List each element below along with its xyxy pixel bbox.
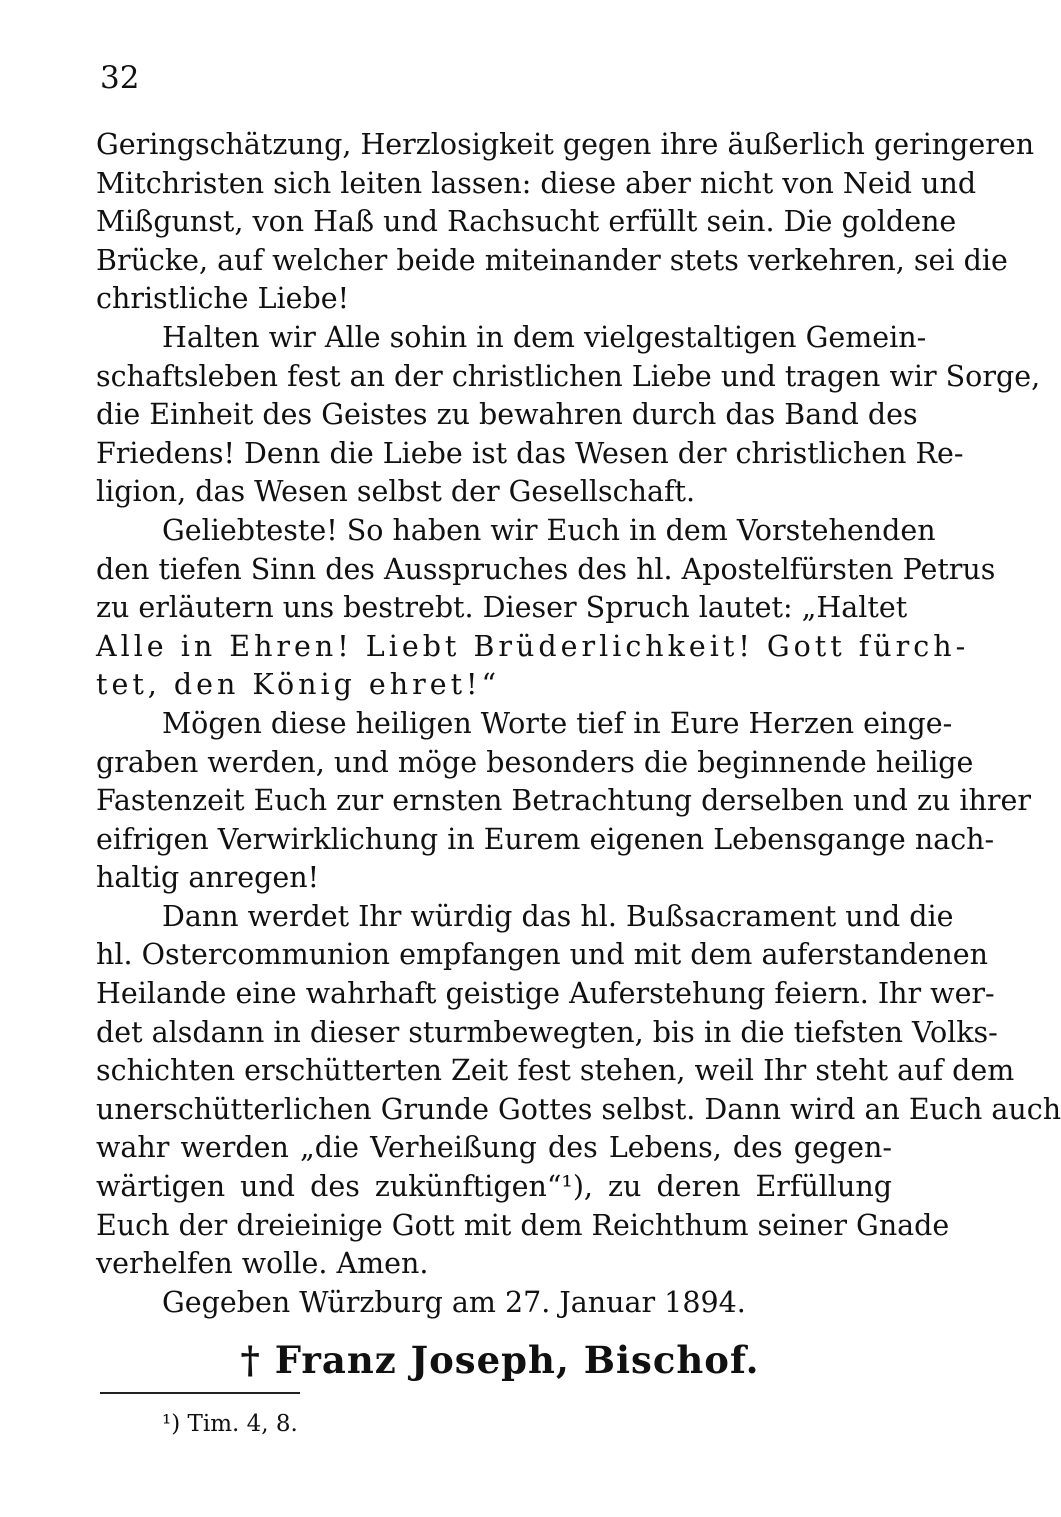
text-line: eifrigen Verwirklichung in Eurem eigenen Lebensgange nach- bbox=[96, 822, 995, 856]
text-line spaced-quote: Alle in Ehren! Liebt Brüderlichkeit! Gott fürch- bbox=[96, 629, 970, 663]
text-line: graben werden, und möge besonders die beginnende heilige bbox=[96, 745, 974, 779]
text-line: Mögen diese heiligen Worte tief in Eure Herzen einge- bbox=[162, 706, 953, 740]
text-line: Dann werdet Ihr würdig das hl. Bußsacrament und die bbox=[162, 899, 954, 933]
text-line: Fastenzeit Euch zur ernsten Betrachtung derselben und zu ihrer bbox=[96, 784, 1031, 818]
text-line: schaftsleben fest an der christlichen Liebe und tragen wir Sorge, bbox=[96, 359, 1041, 393]
text-line: Euch der dreieinige Gott mit dem Reichthum seiner Gnade bbox=[96, 1208, 950, 1242]
text-line: zu erläutern uns bestrebt. Dieser Spruch lautet: „Haltet bbox=[96, 591, 908, 625]
text-line: det alsdann in dieser sturmbewegten, bis in die tiefsten Volks- bbox=[96, 1015, 998, 1049]
text-line: Heilande eine wahrhaft geistige Auferstehung feiern. Ihr wer- bbox=[96, 977, 995, 1011]
text-line: verhelfen wolle. Amen. bbox=[96, 1247, 429, 1281]
text-line: wahr werden „die Verheißung des Lebens, des gegen- bbox=[96, 1131, 892, 1165]
page-number: 32 bbox=[100, 60, 140, 96]
footnote: ¹) Tim. 4, 8. bbox=[162, 1411, 298, 1437]
text-line: haltig anregen! bbox=[96, 861, 320, 895]
text-line: Halten wir Alle sohin in dem vielgestaltigen Gemein- bbox=[162, 320, 927, 354]
text-line: Geliebteste! So haben wir Euch in dem Vorstehenden bbox=[162, 513, 936, 547]
text-line: die Einheit des Geistes zu bewahren durch das Band des bbox=[96, 398, 918, 432]
date-line: Gegeben Würzburg am 27. Januar 1894. bbox=[162, 1285, 746, 1319]
text-line: Mißgunst, von Haß und Rachsucht erfüllt sein. Die goldene bbox=[96, 205, 957, 239]
text-line spaced-quote: tet, den König ehret!“ bbox=[96, 668, 501, 702]
text-line: ligion, das Wesen selbst der Gesellschaft. bbox=[96, 475, 696, 509]
text-line: Mitchristen sich leiten lassen: diese aber nicht von Neid und bbox=[96, 166, 977, 200]
body-text bbox=[96, 126, 1061, 1322]
text-line: wärtigen und des zukünftigen“¹), zu deren Erfüllung bbox=[96, 1170, 892, 1204]
text-line: Geringschätzung, Herzlosigkeit gegen ihre äußerlich geringeren bbox=[96, 128, 1035, 161]
text-line: den tiefen Sinn des Ausspruches des hl. Apostelfürsten Petrus bbox=[96, 552, 996, 586]
text-line: Friedens! Denn die Liebe ist das Wesen der christlichen Re- bbox=[96, 436, 964, 470]
footnote-divider bbox=[100, 1392, 300, 1394]
text-line: schichten erschütterten Zeit fest stehen, weil Ihr steht auf dem bbox=[96, 1054, 1015, 1088]
text-line: christliche Liebe! bbox=[96, 282, 350, 316]
text-line: unerschütterlichen Grunde Gottes selbst. Dann wird an Euch auch bbox=[96, 1092, 1061, 1126]
signature: † Franz Joseph, Bischof. bbox=[240, 1338, 760, 1382]
text-line: hl. Ostercommunion empfangen und mit dem auferstandenen bbox=[96, 938, 989, 972]
text-line: Brücke, auf welcher beide miteinander stets verkehren, sei die bbox=[96, 243, 1008, 277]
